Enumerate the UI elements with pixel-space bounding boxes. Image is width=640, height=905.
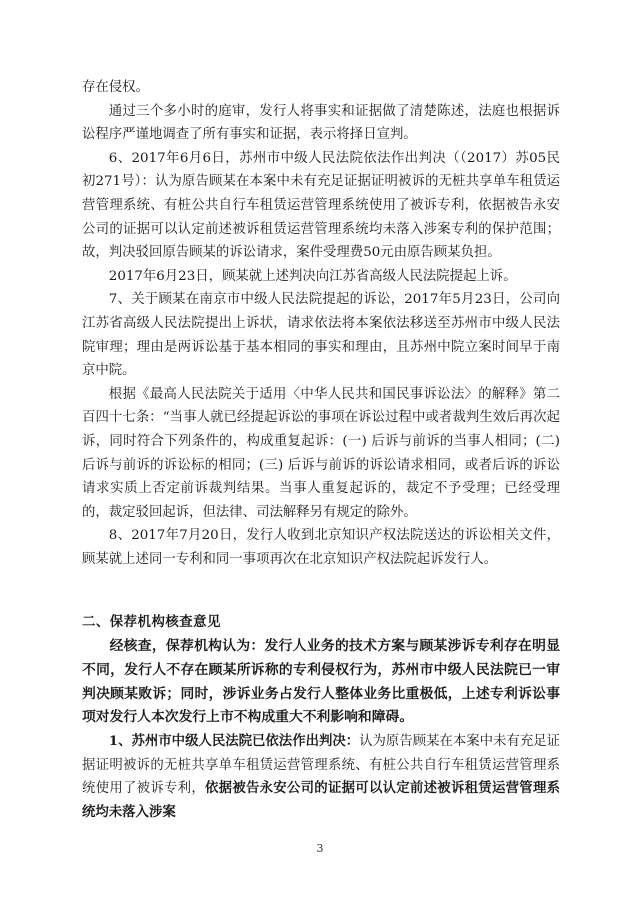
- paragraph-judgment-6: 6、2017年6月6日，苏州市中级人民法院依法作出判决（（2017）苏05民初271号）：认为原告顾某在本案中未有充足证据证明被诉的无桩共享单车租赁运营管理系统、有桩公共自行车租赁运营管理系统使用了被诉专利，依据被告永安公司的证据可以认定前述被诉租赁运营管理系统均未落入涉案专利的保护范围；故，判决驳回原告顾某的诉讼请求，案件受理费50元由原告顾某负担。: [82, 150, 560, 261]
- final-tail-bold: 依据被告永安公司的证据可以认定前述被诉租赁运营管理系统均未落入涉案: [82, 780, 560, 821]
- page-number: 3: [316, 842, 324, 855]
- final-lead-bold: 1、苏州市中级人民法院已依法作出判决：: [108, 733, 360, 750]
- section-heading: 二、保荐机构核查意见: [82, 614, 221, 631]
- paragraph-opinion: 经核查，保荐机构认为：发行人业务的技术方案与顾某涉诉专利存在明显不同，发行人不存在顾某所诉称的专利侵权行为，苏州市中级人民法院已一审判决顾某败诉；同时，涉诉业务占发行人整体业务比重极低，上述专利诉讼事项对发行人本次发行上市不构成重大不利影响和障碍。: [82, 638, 560, 726]
- paragraph-item-8: 8、2017年7月20日，发行人收到北京知识产权法院送达的诉讼相关文件，顾某就上述同一专利和同一事项再次在北京知识产权法院起诉发行人。: [82, 528, 560, 567]
- paragraph-legal-basis: 根据《最高人民法院关于适用〈中华人民共和国民事诉讼法〉的解释》第二百四十七条：“当事人就已经提起诉讼的事项在诉讼过程中或者裁判生效后再次起诉，同时符合下列条件的，构成重复起诉：(一) 后诉与前诉的当事人相同；(二) 后诉与前诉的诉讼标的相同；(三) 后诉与前诉的诉讼请求相同，或者后诉的诉讼请求实质上否定前诉裁判结果。当事人重复起诉的，裁定不予受理；已经受理的，裁定驳回起诉，但法律、司法解释另有规定的除外。: [82, 386, 560, 520]
- paragraph-item-7: 7、关于顾某在南京市中级人民法院提起的诉讼，2017年5月23日，公司向江苏省高级人民法院提出上诉状，请求依法将本案依法移送至苏州市中级人民法院审理；理由是两诉讼基于基本相同的事实和理由，且苏州中院立案时间早于南京中院。: [82, 292, 560, 379]
- opinion-block: [82, 635, 560, 730]
- document-body: [82, 76, 560, 825]
- paragraph-hearing: 通过三个多小时的庭审，发行人将事实和证据做了清楚陈述，法庭也根据诉讼程序严谨地调查了所有事实和证据，表示将择日宣判。: [82, 103, 560, 143]
- paragraph-continuation: 存在侵权。: [82, 80, 149, 95]
- paragraph-final: [82, 730, 560, 824]
- paragraph-appeal: 2017年6月23日，顾某就上述判决向江苏省高级人民法院提起上诉。: [108, 268, 517, 284]
- final-middle: 认为原告顾某在本案中未有充足证据证明被诉的无桩共享单车租赁运营管理系统、有桩公共自行车租赁运营管理系统使用了被诉专利，: [82, 734, 561, 797]
